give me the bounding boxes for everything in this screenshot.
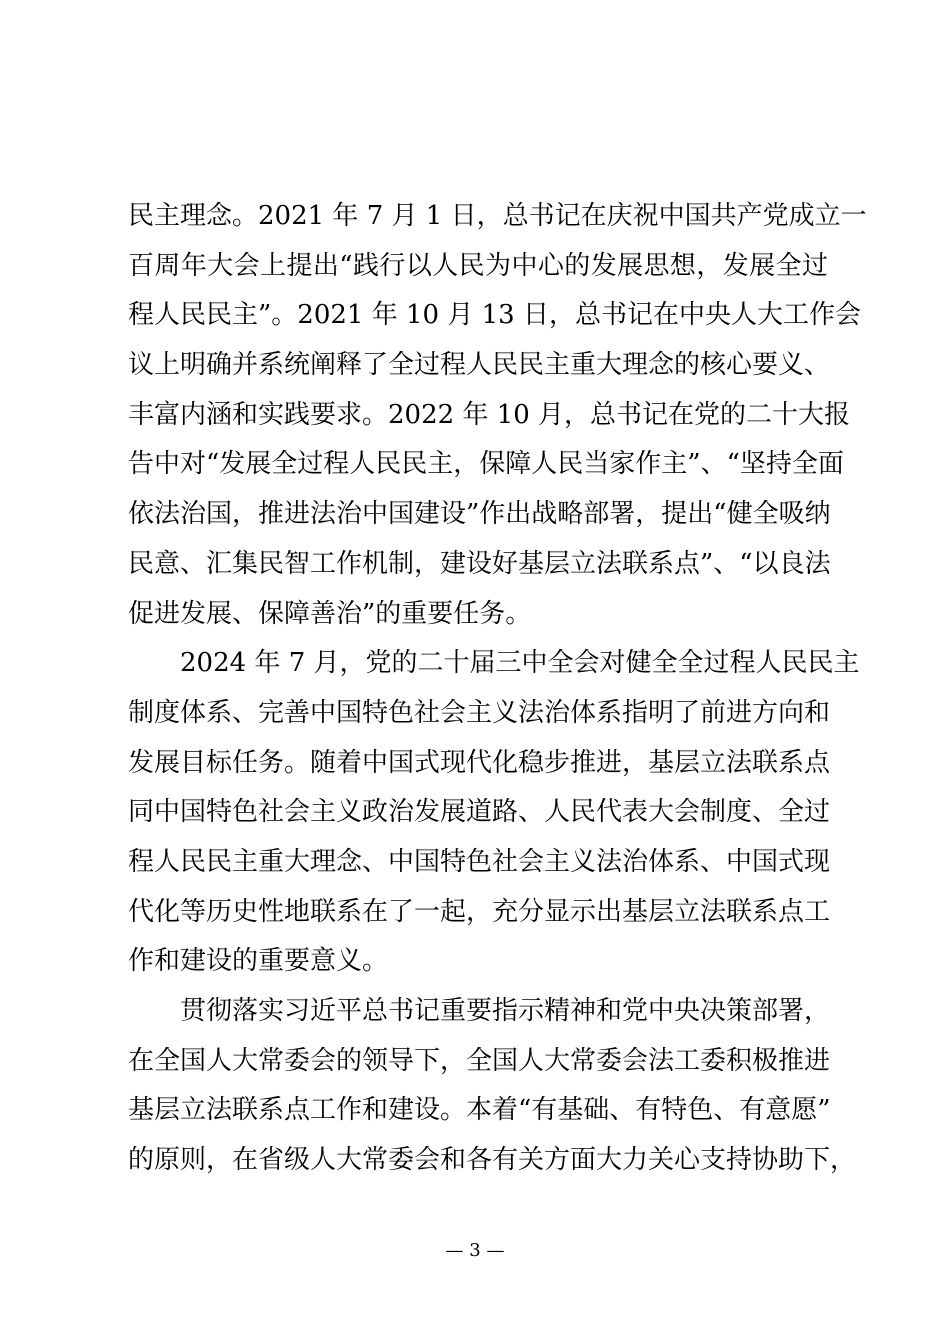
text-line: 民主理念。2021 年 7 月 1 日，总书记在庆祝中国共产党成立一 — [128, 201, 867, 231]
text-line: 程人民民主”。2021 年 10 月 13 日，总书记在中央人大工作会 — [128, 300, 861, 331]
text-line: 百周年大会上提出“践行以人民为中心的发展思想，发展全过 — [128, 250, 828, 281]
text-line: 丰富内涵和实践要求。2022 年 10 月，总书记在党的二十大报 — [128, 399, 851, 430]
text-line: 民意、汇集民智工作机制，建设好基层立法联系点”、“以良法 — [128, 548, 831, 579]
paragraph — [128, 639, 860, 987]
text-line: 基层立法联系点工作和建设。本着“有基础、有特色、有意愿” — [128, 1095, 831, 1126]
text-line: 制度体系、完善中国特色社会主义法治体系指明了前进方向和 — [128, 697, 831, 728]
paragraph — [128, 987, 857, 1186]
text-line: 同中国特色社会主义政治发展道路、人民代表大会制度、全过 — [128, 797, 831, 828]
text-line: 程人民民主重大理念、中国特色社会主义法治体系、中国式现 — [128, 846, 831, 877]
text-line: 贯彻落实习近平总书记重要指示精神和党中央决策部署， — [180, 996, 831, 1026]
text-line: 代化等历史性地联系在了一起，充分显示出基层立法联系点工 — [128, 896, 831, 927]
paragraph — [128, 192, 867, 639]
text-line: 的原则，在省级人大常委会和各有关方面大力关心支持协助下， — [128, 1145, 857, 1176]
page-number: — 3 — — [445, 1240, 505, 1261]
text-line: 告中对“发展全过程人民民主，保障人民当家作主”、“坚持全面 — [128, 449, 844, 480]
text-line: 发展目标任务。随着中国式现代化稳步推进，基层立法联系点 — [128, 747, 831, 778]
text-line: 议上明确并系统阐释了全过程人民民主重大理念的核心要义、 — [128, 350, 831, 381]
text-line: 2024 年 7 月，党的二十届三中全会对健全全过程人民民主 — [180, 648, 860, 679]
text-line: 作和建设的重要意义。 — [128, 946, 389, 977]
body-text — [128, 192, 867, 1186]
text-line: 在全国人大常委会的领导下，全国人大常委会法工委积极推进 — [128, 1045, 831, 1076]
text-line: 依法治国，推进法治中国建设”作出战略部署，提出“健全吸纳 — [128, 499, 831, 530]
text-line: 促进发展、保障善治”的重要任务。 — [128, 598, 532, 629]
